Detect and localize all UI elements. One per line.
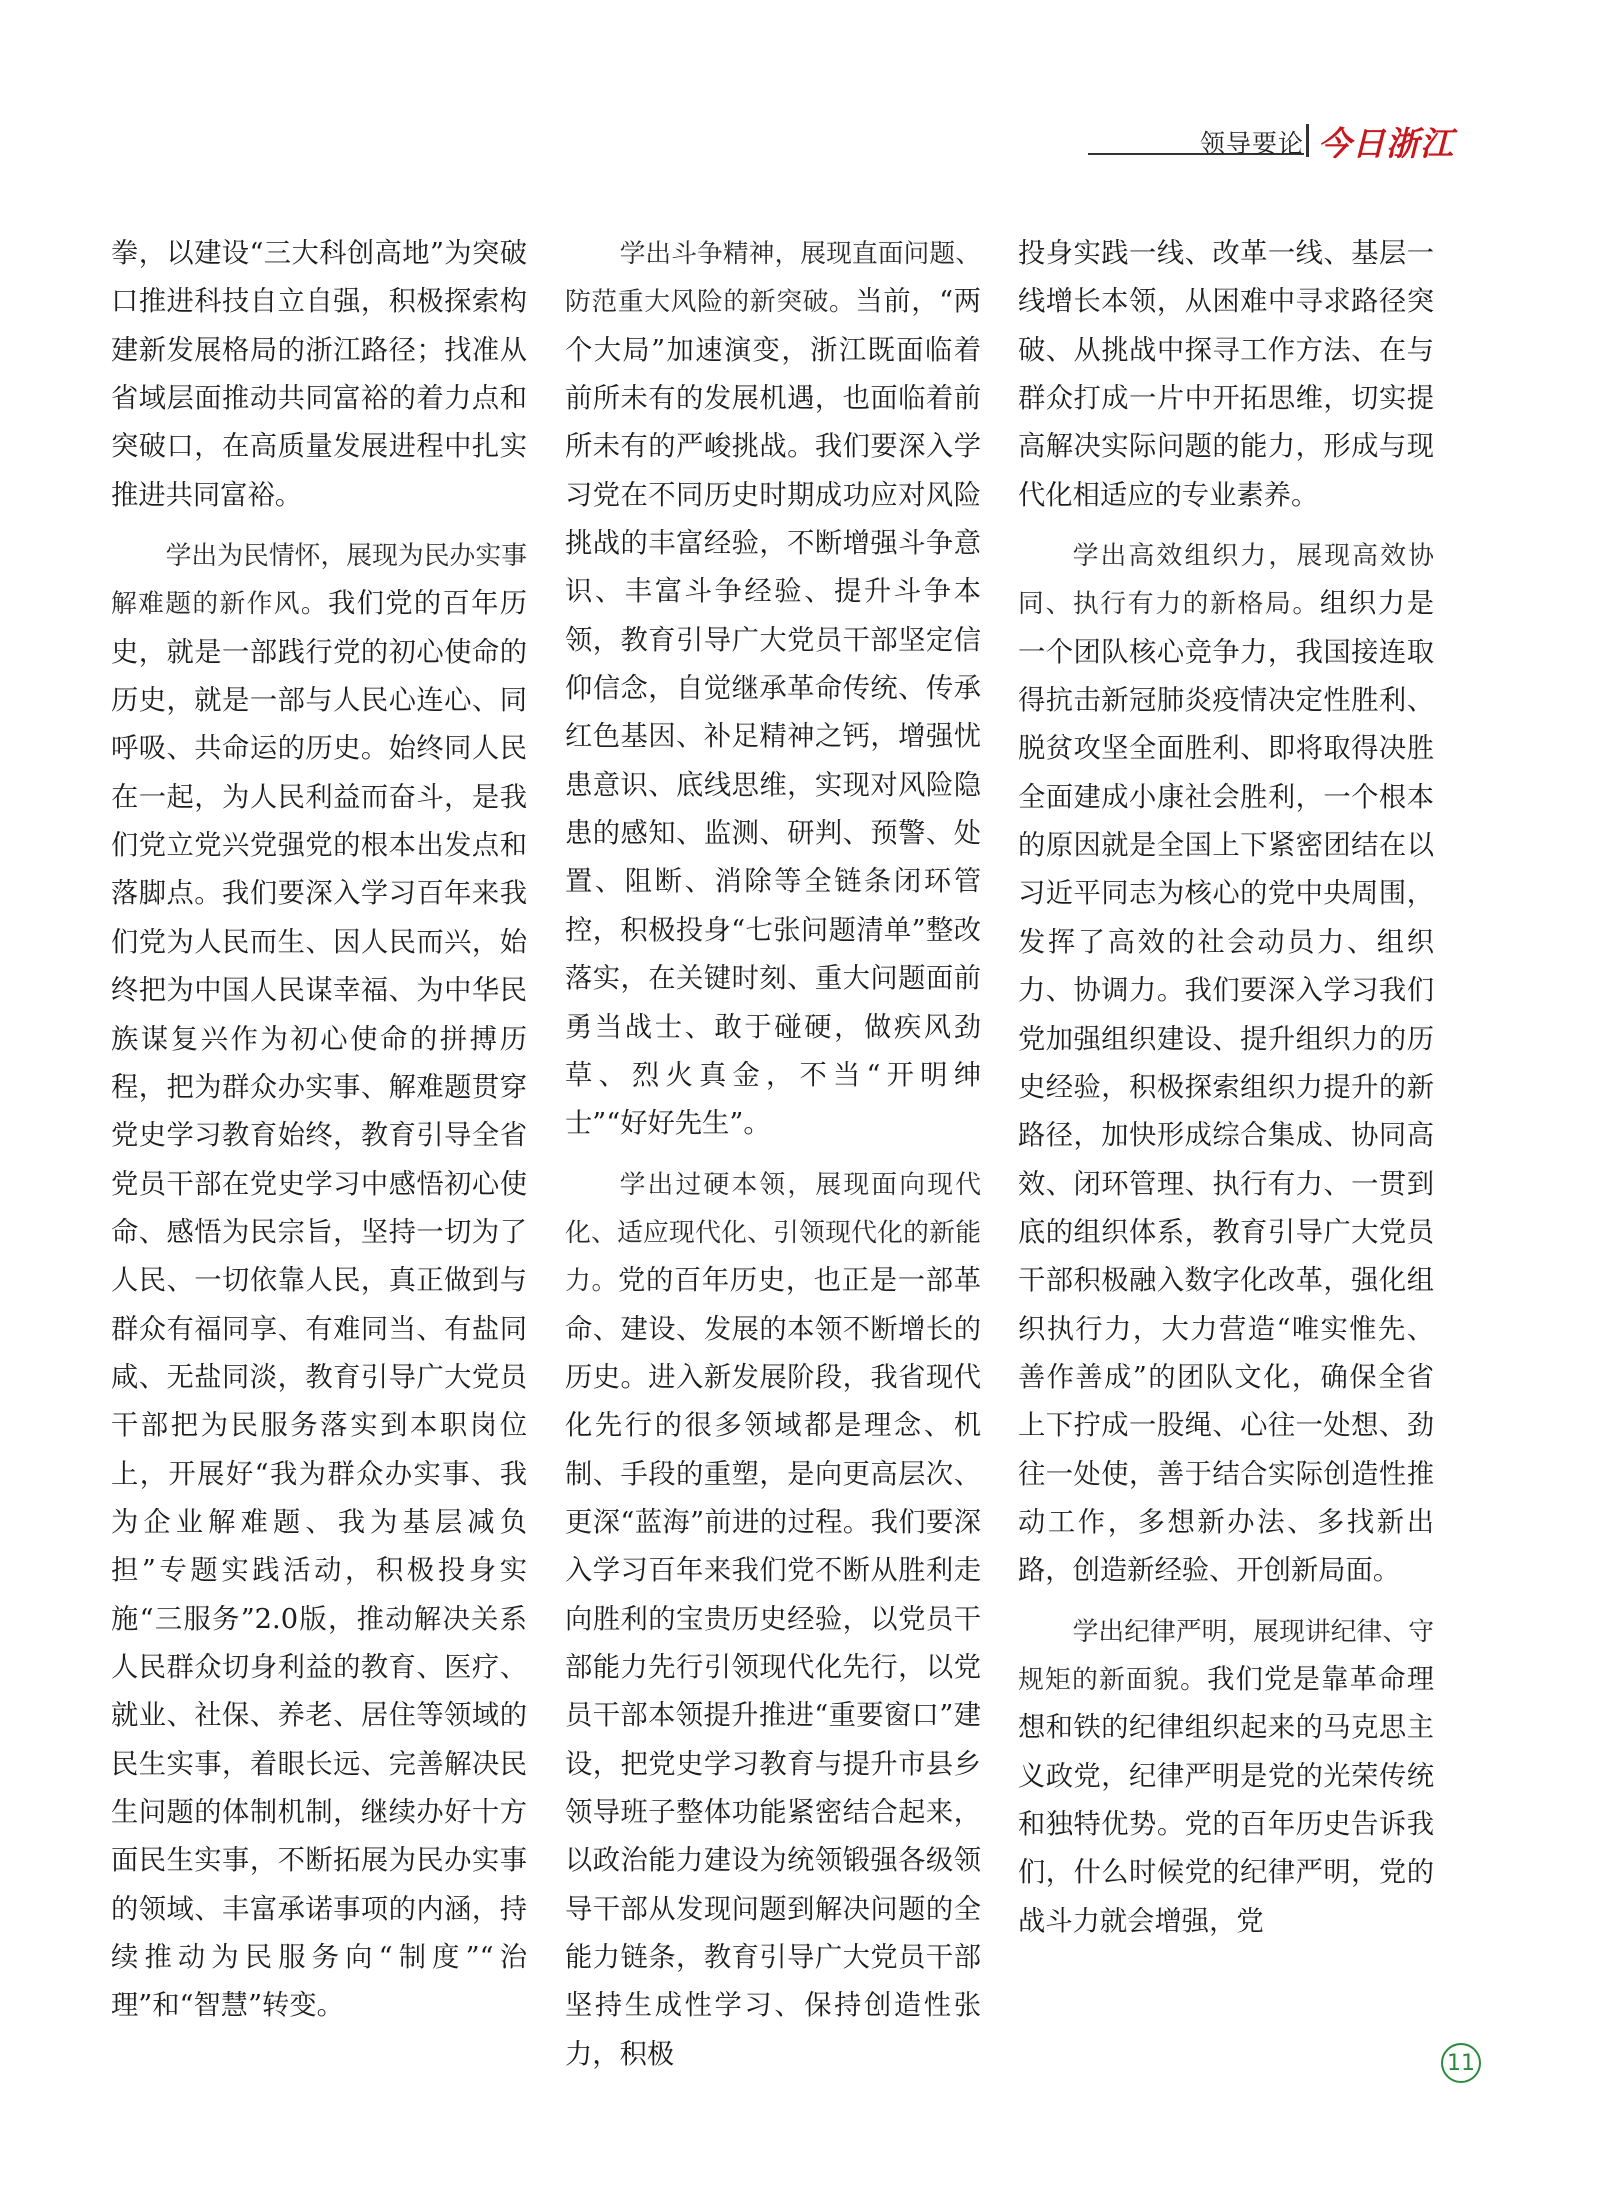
paragraph (565, 230, 981, 1149)
paragraph-lead: 学出纪律严明，展现讲纪律、守规矩的新面貌。 (1018, 1616, 1434, 1695)
text-column-1 (111, 230, 527, 2031)
paragraph-text: 拳，以建设“三大科创高地”为突破口推进科技自立自强，积极探索构建新发展格局的浙江路径；找准从省域层面推动共同富裕的着力点和突破口，在高质量发展进程中扎实推进共同富裕。 (111, 238, 527, 511)
paragraph-text: 我们党的百年历史，就是一部践行党的初心使命的历史，就是一部与人民心连心、同呼吸、共命运的历史。始终同人民在一起，为人民利益而奋斗，是我们党立党兴党强党的根本出发点和落脚点。我们要深入学习百年来我们党为人民而生、因人民而兴，始终把为中国人民谋幸福、为中华民族谋复兴作为初心使命的拼搏历程，把为群众办实事、解难题贯穿党史学习教育始终，教育引导全省党员干部在党史学习中感悟初心使命、感悟为民宗旨，坚持一切为了人民、一切依靠人民，真正做到与群众有福同享、有难同当、有盐同咸、无盐同淡，教育引导广大党员干部把为民服务落实到本职岗位上，开展好“我为群众办实事、我为企业解难题、我为基层减负担”专题实践活动，积极投身实施“三服务”2.0版，推动解决关系人民群众切身利益的教育、医疗、就业、社保、养老、居住等领域的民生实事，着眼长远、完善解决民生问题的体制机制，继续办好十方面民生实事，不断拓展为民办实事的领域、丰富承诺事项的内涵，持续推动为民服务向“制度”“治理”和“智慧”转变。 (111, 588, 527, 2022)
paragraph-text: 当前，“两个大局”加速演变，浙江既面临着前所未有的发展机遇，也面临着前所未有的严峻挑战。我们要深入学习党在不同历史时期成功应对风险挑战的丰富经验，不断增强斗争意识、丰富斗争经验、提升斗争本领，教育引导广大党员干部坚定信仰信念，自觉继承革命传统、传承红色基因、补足精神之钙，增强忧患意识、底线思维，实现对风险隐患的感知、监测、研判、预警、处置、阻断、消除等全链条闭环管控，积极投身“七张问题清单”整改落实，在关键时刻、重大问题面前勇当战士、敢于碰硬，做疾风劲草、烈火真金，不当“开明绅士”“好好先生”。 (565, 286, 981, 1140)
text-column-3 (1018, 230, 1434, 1946)
magazine-logo: 今日浙江 (1318, 124, 1454, 163)
paragraph-text: 党的百年历史，也正是一部革命、建设、发展的本领不断增长的历史。进入新发展阶段，我省现代化先行的很多领域都是理念、机制、手段的重塑，是向更高层次、更深“蓝海”前进的过程。我们要深入学习百年来我们党不断从胜利走向胜利的宝贵历史经验，以党员干部能力先行引领现代化先行，以党员干部本领提升推进“重要窗口”建设，把党史学习教育与提升市县乡领导班子整体功能紧密结合起来，以政治能力建设为统领锻强各级领导干部从发现问题到解决问题的全能力链条，教育引导广大党员干部坚持生成性学习、保持创造性张力，积极 (565, 1265, 981, 2070)
paragraph (1018, 1608, 1434, 1946)
paragraph-lead: 学出过硬本领，展现面向现代化、适应现代化、引领现代化的新能力。 (565, 1169, 981, 1297)
paragraph-text: 投身实践一线、改革一线、基层一线增长本领，从困难中寻求路径突破、从挑战中探寻工作方法、在与群众打成一片中开拓思维，切实提高解决实际问题的能力，形成与现代化相适应的专业素养。 (1018, 238, 1434, 511)
header-separator (1306, 124, 1309, 157)
text-column-2 (565, 230, 981, 2079)
page-number: 11 (1441, 2043, 1481, 2083)
paragraph (111, 230, 527, 520)
paragraph-lead: 学出高效组织力，展现高效协同、执行有力的新格局。 (1018, 541, 1434, 620)
paragraph-text: 我们党是靠革命理想和铁的纪律组织起来的马克思主义政党，纪律严明是党的光荣传统和独特优势。党的百年历史告诉我们，什么时候党的纪律严明，党的战斗力就会增强，党 (1018, 1663, 1434, 1937)
paragraph-lead: 学出斗争精神，展现直面问题、防范重大风险的新突破。 (565, 239, 981, 318)
paragraph-text: 组织力是一个团队核心竞争力，我国接连取得抗击新冠肺炎疫情决定性胜利、脱贫攻坚全面胜利、即将取得决胜全面建成小康社会胜利，一个根本的原因就是全国上下紧密团结在以习近平同志为核心的党中央周围，发挥了高效的社会动员力、组织力、协调力。我们要深入学习我们党加强组织建设、提升组织力的历史经验，积极探索组织力提升的新路径，加快形成综合集成、协同高效、闭环管理、执行有力、一贯到底的组织体系，教育引导广大党员干部积极融入数字化改革，强化组织执行力，大力营造“唯实惟先、善作善成”的团队文化，确保全省上下拧成一股绳、心往一处想、劲往一处使，善于结合实际创造性推动工作，多想新办法、多找新出路，创造新经验、开创新局面。 (1018, 588, 1434, 1587)
section-label: 领导要论 (1199, 129, 1304, 158)
paragraph (1018, 532, 1434, 1596)
paragraph (111, 532, 527, 2031)
paragraph-lead: 学出为民情怀，展现为民办实事解难题的新作风。 (111, 541, 527, 620)
paragraph (565, 1161, 981, 2080)
paragraph (1018, 230, 1434, 520)
